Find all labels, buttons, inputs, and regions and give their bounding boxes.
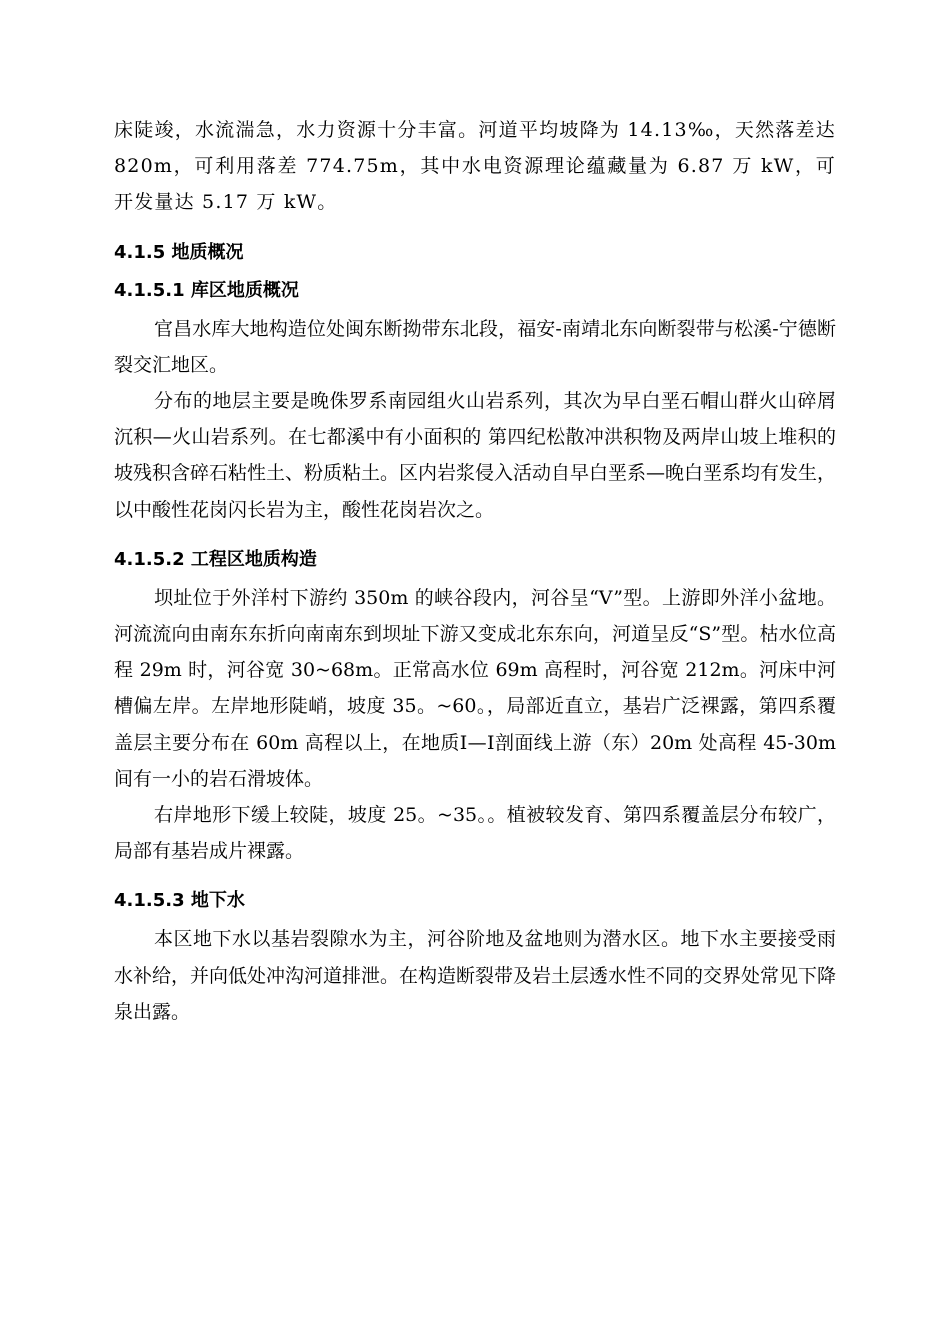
heading-4-1-5: 4.1.5 地质概况 [114,241,244,263]
paragraph-dam-site: 坝址位于外洋村下游约 350m 的峡谷段内，河谷呈“V”型。上游即外洋小盆地。河流流向由南东东折向南南东到坝址下游又变成北东东向，河道呈反“S”型。枯水位高程 29m 时，河谷宽 30~68m。正常高水位 69m 高程时，河谷宽 212m。河床中河槽偏左岸。左岸地形陡峭，坡度 35。~60。，局部近直立，基岩广泛裸露，第四系覆盖层主要分布在 60m 高程以上，在地质Ⅰ—Ⅰ剖面线上游（东）20m 处高程 45-30m 间有一小的岩石滑坡体。 [114,586,836,790]
heading-4-1-5-3: 4.1.5.3 地下水 [114,890,245,912]
paragraph-right-bank: 右岸地形下缓上较陡，坡度 25。~35。。植被较发育、第四系覆盖层分布较广，局部有基岩成片裸露。 [114,804,836,863]
heading-4-1-5-1: 4.1.5.1 库区地质概况 [114,279,299,301]
paragraph-groundwater: 本区地下水以基岩裂隙水为主，河谷阶地及盆地则为潜水区。地下水主要接受雨水补给，并向低处冲沟河道排泄。在构造断裂带及岩土层透水性不同的交界处常见下降泉出露。 [114,928,837,1023]
paragraph-hydropower: 床陡竣，水流湍急，水力资源十分丰富。河道平均坡降为 14.13‰，天然落差达 820m，可利用落差 774.75m，其中水电资源理论蕴藏量为 6.87 万 kW，可开发量达 5.17 万 kW。 [114,119,836,214]
paragraph-strata: 分布的地层主要是晚侏罗系南园组火山岩系列，其次为早白垩石帽山群火山碎屑沉积—火山岩系列。在七都溪中有小面积的 第四纪松散冲洪积物及两岸山坡上堆积的坡残积含碎石粘性土、粉质粘土。区内岩浆侵入活动自早白垩系—晚白垩系均有发生，以中酸性花岗闪长岩为主，酸性花岗岩次之。 [114,390,837,521]
document-page [114,112,836,1030]
paragraph-tectonic-position: 官昌水库大地构造位处闽东断拗带东北段，福安-南靖北东向断裂带与松溪-宁德断裂交汇地区。 [114,317,836,376]
heading-4-1-5-2: 4.1.5.2 工程区地质构造 [114,548,317,570]
